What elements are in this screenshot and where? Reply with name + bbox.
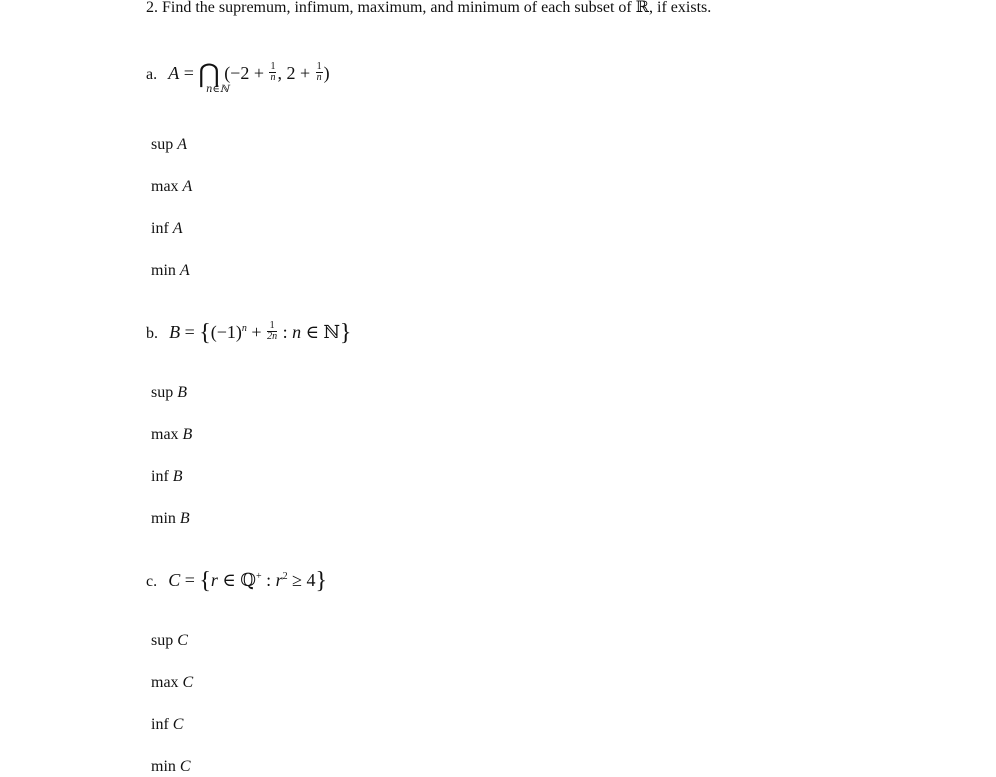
part-c-set-name: C	[168, 570, 181, 590]
part-c-max: max C	[151, 674, 194, 691]
question-text: 2. Find the supremum, infimum, maximum, and minimum of each subset of ℝ, if exists.	[146, 0, 712, 16]
part-a-label: a.	[146, 66, 158, 83]
part-c-sup: sup C	[151, 632, 188, 649]
part-b-set-name: B	[169, 322, 181, 342]
part-a-max: max A	[151, 178, 193, 195]
part-b-sup: sup B	[151, 384, 188, 401]
part-c-label: c.	[146, 573, 158, 590]
part-c-definition: c. C = {r ∈ ℚ+ : $r^2 \ge 4$}	[146, 568, 328, 594]
part-c-inf: inf C	[151, 716, 184, 733]
intersection-index: n∈ℕ	[206, 84, 229, 95]
part-a-min: min A	[151, 262, 190, 279]
part-b-min: min B	[151, 510, 190, 527]
big-intersection-symbol: ⋂	[198, 59, 220, 88]
part-b-label: b.	[146, 325, 158, 342]
part-a-sup: sup A	[151, 136, 188, 153]
part-a-definition: a. A = ⋂ (−2 + $\frac{1}{n}$ , 2 + $\frac{1}{n}$ )	[146, 59, 330, 88]
part-a-set-name: A	[168, 63, 180, 83]
part-b-definition: b. $B = \{(-1)^n$ + $\frac{1}{2n}$ : n ∈ ℕ}	[146, 320, 352, 346]
part-c-min: min C	[151, 758, 191, 775]
part-b-inf: inf B	[151, 468, 183, 485]
part-b-max: max B	[151, 426, 193, 443]
part-a-inf: inf A	[151, 220, 183, 237]
